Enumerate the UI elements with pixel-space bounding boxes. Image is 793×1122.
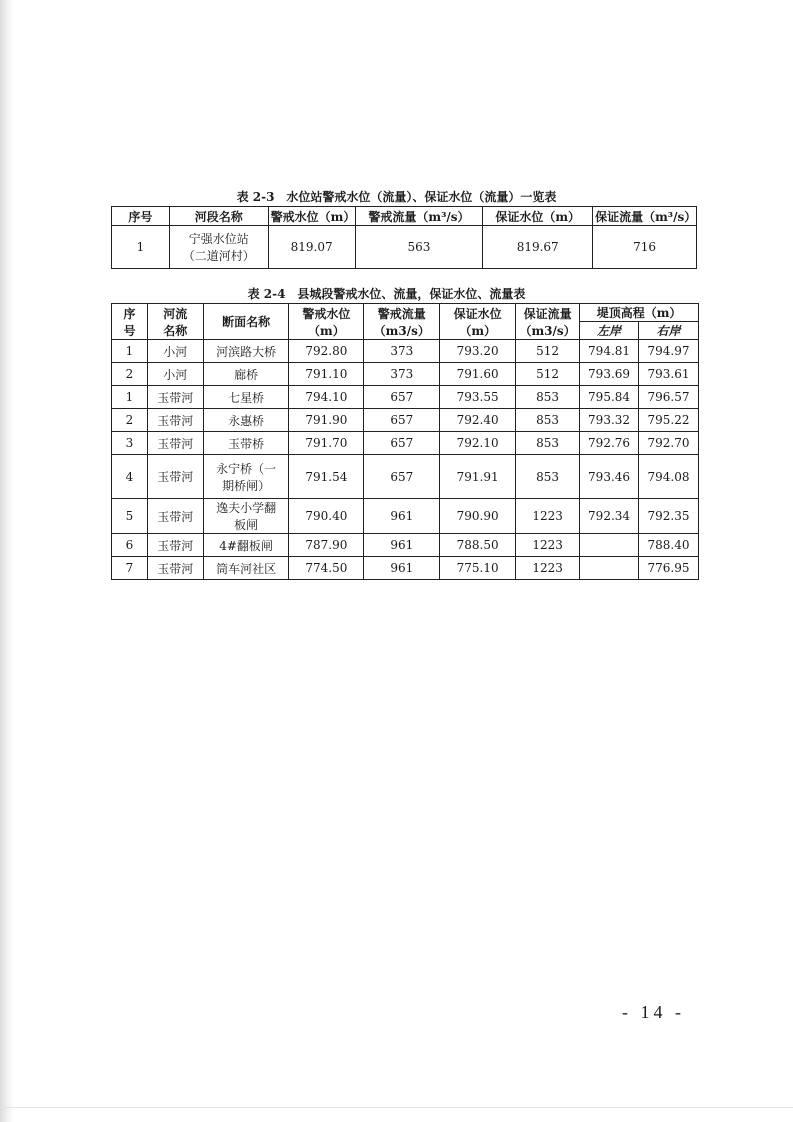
- table-row: [112, 432, 699, 455]
- cell-left-bank: 793.69: [580, 363, 639, 386]
- cell-warn-level: 774.50: [289, 557, 364, 580]
- table-row: [112, 363, 699, 386]
- table-row: [112, 409, 699, 432]
- cell-right-bank: 794.97: [639, 340, 699, 363]
- cell-warn-level: 791.70: [289, 432, 364, 455]
- table-row: [112, 455, 699, 499]
- col-header-no: [112, 304, 148, 340]
- table-row: [112, 386, 699, 409]
- cell-warn-flow: 961: [364, 557, 440, 580]
- cell-left-bank: 795.84: [580, 386, 639, 409]
- col-header-guar-level: 保证水位（m）: [483, 207, 593, 226]
- cell-guar-flow: 853: [516, 455, 580, 499]
- col-header-warn-flow-line1: 警戒流量: [377, 306, 426, 321]
- cell-river: 玉带河: [147, 409, 203, 432]
- cell-section: [203, 499, 289, 534]
- col-header-warn-level-line1: 警戒水位: [302, 306, 351, 321]
- cell-right-bank: 792.35: [639, 499, 699, 534]
- cell-section: 玉带桥: [203, 432, 289, 455]
- table-2-4-caption: 表 2-4 县城段警戒水位、流量，保证水位、流量表: [247, 287, 526, 301]
- cell-guar-flow: 512: [516, 340, 580, 363]
- station-name-line2: （二道河村）: [182, 249, 255, 263]
- cell-right-bank: 795.22: [639, 409, 699, 432]
- table-header-row: [112, 207, 697, 226]
- cell-warn-level: 794.10: [289, 386, 364, 409]
- col-header-section-name: 河段名称: [169, 207, 268, 226]
- col-header-guar-flow: [516, 304, 580, 340]
- cell-guar-level: 775.10: [440, 557, 516, 580]
- col-header-right-bank: 右岸: [639, 322, 699, 340]
- col-header-guar-flow-line2: （m3/s）: [519, 323, 576, 338]
- cell-no: 1: [112, 386, 148, 409]
- cell-river: 玉带河: [147, 386, 203, 409]
- cell-no: 2: [112, 363, 148, 386]
- table-header-row-1: [112, 304, 699, 322]
- col-header-no-line1: 序: [123, 306, 136, 321]
- cell-no: 4: [112, 455, 148, 499]
- cell-guar-level: 791.60: [440, 363, 516, 386]
- cell-section-line1: 逸夫小学翻: [216, 501, 277, 515]
- col-header-river: [147, 304, 203, 340]
- cell-guar-flow: 853: [516, 409, 580, 432]
- col-header-warn-flow-line2: （m3/s）: [373, 323, 430, 338]
- cell-section: 廊桥: [203, 363, 289, 386]
- cell-left-bank: 793.46: [580, 455, 639, 499]
- cell-warn-flow: 373: [364, 363, 440, 386]
- cell-warn-flow: 657: [364, 386, 440, 409]
- cell-guar-level: 788.50: [440, 534, 516, 557]
- cell-guar-flow: 853: [516, 386, 580, 409]
- col-header-guar-level: [440, 304, 516, 340]
- col-header-warn-level-line2: （m）: [308, 323, 345, 338]
- col-header-guar-level-line2: （m）: [459, 323, 497, 338]
- cell-no: 5: [112, 499, 148, 534]
- cell-river: 玉带河: [147, 534, 203, 557]
- cell-no: 2: [112, 409, 148, 432]
- cell-section-line1: 永宁桥（一: [216, 461, 277, 476]
- cell-right-bank: 794.08: [639, 455, 699, 499]
- cell-guar-level: 793.20: [440, 340, 516, 363]
- cell-warn-level: 791.54: [289, 455, 364, 499]
- cell-warn-level: 792.80: [289, 340, 364, 363]
- cell-warn-flow: 657: [364, 409, 440, 432]
- cell-no: 6: [112, 534, 148, 557]
- cell-warn-flow: 563: [355, 226, 483, 269]
- cell-no: 7: [112, 557, 148, 580]
- table-row: [112, 226, 697, 269]
- cell-guar-flow: 1223: [516, 499, 580, 534]
- col-header-warn-flow: [364, 304, 440, 340]
- cell-section: 筒车河社区: [203, 557, 289, 580]
- cell-no: 1: [112, 226, 170, 269]
- scan-shadow-edge: [0, 0, 14, 1122]
- cell-no: 1: [112, 340, 148, 363]
- col-header-no: 序号: [112, 207, 170, 226]
- cell-left-bank: 792.34: [580, 499, 639, 534]
- col-header-guar-level-line1: 保证水位: [453, 306, 502, 321]
- table-2-4: [111, 303, 699, 580]
- col-header-warn-level: 警戒水位（m）: [268, 207, 355, 226]
- cell-warn-level: 790.40: [289, 499, 364, 534]
- cell-warn-level: 791.10: [289, 363, 364, 386]
- cell-guar-flow: 1223: [516, 557, 580, 580]
- col-header-guar-flow: 保证流量（m³/s）: [593, 207, 697, 226]
- cell-section: 七星桥: [203, 386, 289, 409]
- cell-guar-flow: 853: [516, 432, 580, 455]
- cell-section: 4#翻板闸: [203, 534, 289, 557]
- cell-left-bank: [580, 534, 639, 557]
- cell-right-bank: 776.95: [639, 557, 699, 580]
- cell-river: 小河: [147, 363, 203, 386]
- cell-left-bank: [580, 557, 639, 580]
- cell-river: 玉带河: [147, 455, 203, 499]
- cell-left-bank: 794.81: [580, 340, 639, 363]
- cell-section: 永惠桥: [203, 409, 289, 432]
- cell-right-bank: 792.70: [639, 432, 699, 455]
- cell-guar-flow: 1223: [516, 534, 580, 557]
- scan-line: [0, 1107, 793, 1108]
- cell-guar-level: 790.90: [440, 499, 516, 534]
- cell-right-bank: 796.57: [639, 386, 699, 409]
- cell-warn-flow: 657: [364, 455, 440, 499]
- col-header-warn-level: [289, 304, 364, 340]
- cell-left-bank: 793.32: [580, 409, 639, 432]
- cell-section-line2: 期桥闸）: [222, 478, 271, 493]
- cell-guar-level: 791.91: [440, 455, 516, 499]
- table-row: [112, 499, 699, 534]
- cell-guar-level: 792.40: [440, 409, 516, 432]
- cell-station-name: [169, 226, 268, 269]
- col-header-warn-flow: 警戒流量（m³/s）: [355, 207, 483, 226]
- col-header-guar-flow-line1: 保证流量: [523, 306, 572, 321]
- cell-warn-level: 791.90: [289, 409, 364, 432]
- cell-warn-flow: 961: [364, 534, 440, 557]
- cell-river: 小河: [147, 340, 203, 363]
- cell-warn-flow: 657: [364, 432, 440, 455]
- cell-warn-flow: 373: [364, 340, 440, 363]
- cell-guar-flow: 716: [593, 226, 697, 269]
- cell-section: 河滨路大桥: [203, 340, 289, 363]
- station-name-line1: 宁强水位站: [188, 232, 249, 246]
- table-row: [112, 340, 699, 363]
- col-header-dike-elevation: 堤顶高程（m）: [580, 304, 699, 322]
- cell-right-bank: 788.40: [639, 534, 699, 557]
- cell-river: 玉带河: [147, 499, 203, 534]
- cell-no: 3: [112, 432, 148, 455]
- cell-warn-level: 819.07: [268, 226, 355, 269]
- cell-right-bank: 793.61: [639, 363, 699, 386]
- table-row: [112, 534, 699, 557]
- cell-guar-level: 793.55: [440, 386, 516, 409]
- cell-guar-flow: 512: [516, 363, 580, 386]
- col-header-river-line2: 名称: [163, 323, 188, 338]
- cell-river: 玉带河: [147, 557, 203, 580]
- cell-warn-flow: 961: [364, 499, 440, 534]
- col-header-section: 断面名称: [203, 304, 289, 340]
- table-2-3-caption: 表 2-3 水位站警戒水位（流量）、保证水位（流量）一览表: [236, 190, 557, 204]
- cell-warn-level: 787.90: [289, 534, 364, 557]
- col-header-river-line1: 河流: [163, 306, 188, 321]
- col-header-no-line2: 号: [123, 323, 136, 338]
- col-header-left-bank: 左岸: [580, 322, 639, 340]
- table-2-3: [111, 206, 697, 269]
- page-number: - 14 -: [622, 1002, 685, 1022]
- cell-guar-level: 792.10: [440, 432, 516, 455]
- cell-section-line2: 板闸: [234, 518, 259, 532]
- cell-section: [203, 455, 289, 499]
- table-row: [112, 557, 699, 580]
- cell-river: 玉带河: [147, 432, 203, 455]
- cell-guar-level: 819.67: [483, 226, 593, 269]
- cell-left-bank: 792.76: [580, 432, 639, 455]
